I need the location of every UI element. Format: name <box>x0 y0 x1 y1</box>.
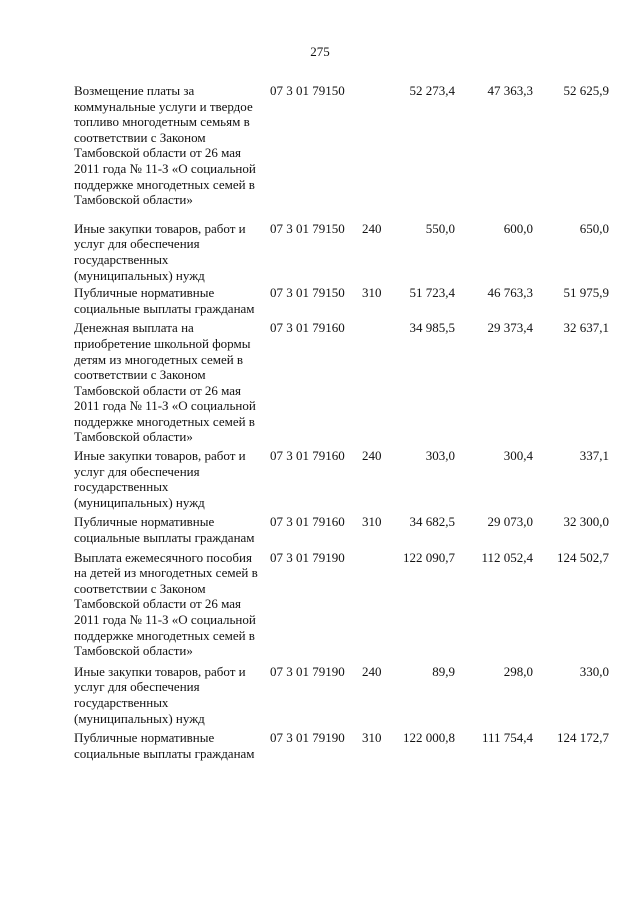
row-expense-type: 240 <box>362 448 382 464</box>
row-amount-year-1: 122 090,7 <box>403 549 455 565</box>
row-target-code: 07 3 01 79160 <box>270 514 345 530</box>
row-amount-year-2: 29 073,0 <box>487 514 533 530</box>
budget-table <box>0 83 640 765</box>
row-amount-year-3: 32 637,1 <box>563 320 609 336</box>
row-target-code: 07 3 01 79160 <box>270 320 345 336</box>
row-amount-year-3: 124 502,7 <box>557 549 609 565</box>
row-amount-year-1: 51 723,4 <box>409 285 455 301</box>
row-target-code: 07 3 01 79190 <box>270 730 345 746</box>
row-amount-year-2: 46 763,3 <box>487 285 533 301</box>
row-amount-year-3: 52 625,9 <box>563 83 609 98</box>
row-target-code: 07 3 01 79150 <box>270 285 345 301</box>
row-target-code: 07 3 01 79160 <box>270 448 345 464</box>
row-expense-type: 240 <box>362 663 382 679</box>
row-expense-type: 240 <box>362 220 382 236</box>
table-row <box>0 550 640 659</box>
row-amount-year-2: 29 373,4 <box>487 320 533 336</box>
row-amount-year-3: 650,0 <box>579 220 609 236</box>
row-expense-type: 310 <box>362 730 382 746</box>
row-amount-year-2: 47 363,3 <box>487 83 533 98</box>
table-row <box>0 448 640 510</box>
row-amount-year-3: 337,1 <box>579 448 609 464</box>
row-amount-year-3: 32 300,0 <box>563 514 609 530</box>
row-description: Публичные нормативные социальные выплаты гражданам <box>74 730 255 761</box>
row-target-code: 07 3 01 79150 <box>270 83 345 98</box>
row-amount-year-2: 112 052,4 <box>481 549 533 565</box>
row-amount-year-1: 52 273,4 <box>409 83 455 98</box>
table-row <box>0 221 640 283</box>
row-target-code: 07 3 01 79150 <box>270 220 345 236</box>
row-expense-type: 310 <box>362 285 382 301</box>
row-amount-year-3: 124 172,7 <box>557 730 609 746</box>
row-amount-year-1: 303,0 <box>425 448 455 464</box>
row-amount-year-2: 300,4 <box>503 448 533 464</box>
row-description: Иные закупки товаров, работ и услуг для обеспечения государственных (муниципальных) нужд <box>74 448 246 510</box>
row-amount-year-2: 600,0 <box>503 220 533 236</box>
table-row <box>0 730 640 761</box>
row-amount-year-3: 51 975,9 <box>563 285 609 301</box>
table-row <box>0 664 640 726</box>
row-description: Иные закупки товаров, работ и услуг для обеспечения государственных (муниципальных) нужд <box>74 663 246 726</box>
row-description: Иные закупки товаров, работ и услуг для обеспечения государственных (муниципальных) нужд <box>74 220 246 283</box>
page-number: 275 <box>310 44 330 59</box>
row-description: Денежная выплата на приобретение школьной формы детям из многодетных семей в соответствии с Законом Тамбовской области от 26 мая 2011 года № 11-З «О социальной поддержке многодетных семей в Тамбовской области» <box>74 320 256 445</box>
row-description: Выплата ежемесячного пособия на детей из многодетных семей в соответствии с Законом Тамбовской области от 26 мая 2011 года № 11-З «О социальной поддержке многодетных семей в Тамбовской области» <box>74 549 258 659</box>
table-row <box>0 83 640 208</box>
row-amount-year-1: 89,9 <box>432 663 455 679</box>
row-amount-year-3: 330,0 <box>579 663 609 679</box>
row-description: Публичные нормативные социальные выплаты гражданам <box>74 285 255 316</box>
row-target-code: 07 3 01 79190 <box>270 663 345 679</box>
row-amount-year-1: 34 985,5 <box>409 320 455 336</box>
row-amount-year-1: 122 000,8 <box>403 730 455 746</box>
table-row <box>0 285 640 316</box>
row-amount-year-1: 34 682,5 <box>409 514 455 530</box>
row-amount-year-1: 550,0 <box>425 220 455 236</box>
table-row <box>0 320 640 445</box>
row-target-code: 07 3 01 79190 <box>270 549 345 565</box>
row-description: Публичные нормативные социальные выплаты гражданам <box>74 514 255 546</box>
row-expense-type: 310 <box>362 514 382 530</box>
row-amount-year-2: 298,0 <box>503 663 533 679</box>
row-amount-year-2: 111 754,4 <box>481 730 533 746</box>
row-description: Возмещение платы за коммунальные услуги и твердое топливо многодетным семьям в соответствии с Законом Тамбовской области от 26 мая 2011 года № 11-З «О социальной поддержке многодетных семей в Тамбовской области» <box>74 83 256 208</box>
table-row <box>0 514 640 545</box>
